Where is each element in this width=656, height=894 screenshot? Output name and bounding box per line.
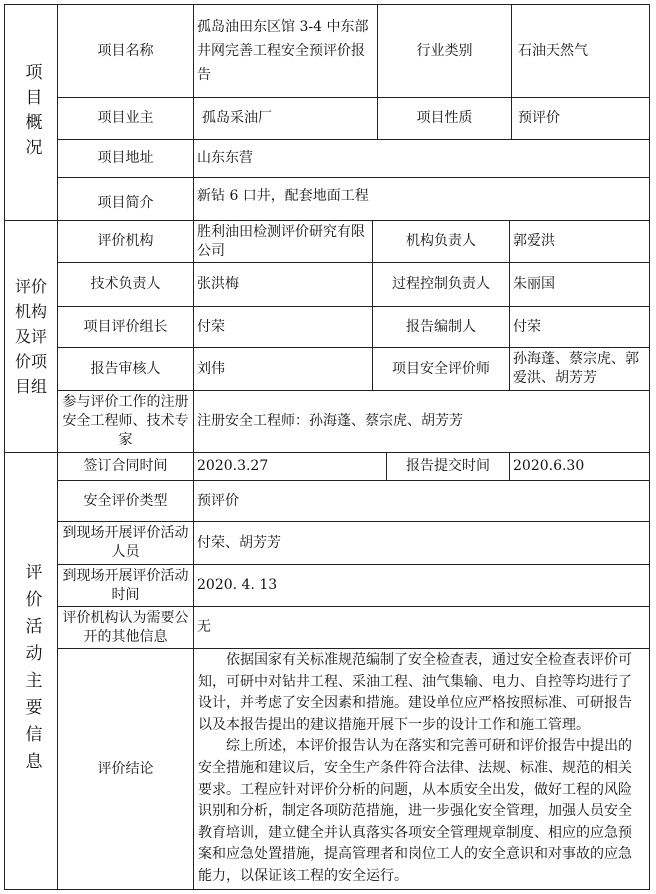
tech-lead-value: 张洪梅 [197,276,239,292]
report-author-value: 付荣 [513,318,541,335]
onsite-time-label: 到现场开展评价活动时间 [62,567,189,603]
owner-value: 孤岛采油厂 [202,110,272,126]
safety-evaluator-value: 孙海蓬、蔡宗虎、郭爱洪、胡芳芳 [513,351,639,386]
submit-label: 报告提交时间 [406,458,490,474]
contract-value: 2020.3.27 [197,458,269,474]
owner-label: 项目业主 [97,110,154,126]
section-org-label [5,221,57,452]
disclosure-label: 评价机构认为需要公开的其他信息 [62,609,189,645]
type-label: 安全评价类型 [83,492,168,509]
team-lead-label: 项目评价组长 [83,318,168,335]
agency-head-value: 郭爱洪 [513,233,555,249]
safety-evaluator-label: 项目安全评价师 [392,360,490,377]
intro-label: 项目简介 [97,194,154,211]
submit-value: 2020.6.30 [513,458,585,474]
industry-value: 石油天然气 [518,42,588,59]
onsite-people-value: 付荣、胡芳芳 [197,534,281,551]
type-value: 预评价 [197,492,239,509]
report-author-label: 报告编制人 [406,318,476,335]
onsite-time-value: 2020. 4. 13 [197,577,278,593]
conclusion-label: 评价结论 [97,760,154,777]
nature-label: 项目性质 [416,110,473,126]
agency-label: 评价机构 [97,233,154,249]
reviewer-value: 刘伟 [197,360,225,377]
process-lead-label: 过程控制负责人 [392,276,490,292]
address-label: 项目地址 [97,150,154,166]
section-org-line: 及评 [14,327,47,346]
project-name-value: 孤岛油田东区馆 3-4 中东部井网完善工程安全预评价报告 [197,19,369,83]
industry-label: 行业类别 [416,42,473,59]
rule-line [649,4,650,890]
reviewer-label: 报告审核人 [90,360,161,377]
project-name-label: 项目名称 [97,42,154,59]
section-org-line: 价项 [14,352,47,371]
section-overview-label: 项目概况 [21,62,42,163]
address-value: 山东东营 [197,150,253,166]
section-activity-label: 评价活动主要信息 [21,563,42,779]
disclosure-value: 无 [197,619,211,635]
rule-line [4,889,650,890]
section-org-lines [15,274,47,399]
section-org-line: 机构 [14,302,47,321]
conclusion-paragraph-2: 综上所述，本评价报告认为在落实和完善可研和评价报告中提出的安全措施和建议后，安全生产条件符合法律、法规、标准、规范的相关要求。工程应针对评价分析的问题，从本质安全出发，做好工程的风险识别和分析，制定各项防范措施，进一步强化安全管理，加强人员安全教育培训，建立健全并认真落实各项安全管理规章制度、相应的应急预案和应急处置措施，提高管理者和岗位工人的安全意识和对事故的应急能力，以保证该工程的安全运行。 [198,738,632,884]
section-org-line: 评价 [14,277,47,296]
participants-value: 注册安全工程师：孙海蓬、蔡宗虎、胡芳芳 [197,413,463,429]
contract-label: 签订合同时间 [83,458,168,474]
intro-value: 新钻 6 口井，配套地面工程 [197,188,369,204]
participants-label: 参与评价工作的注册安全工程师、技术专家 [62,394,189,448]
section-org-line: 目组 [14,377,47,396]
team-lead-value: 付荣 [197,318,225,335]
conclusion-paragraph-1: 依据国家有关标准规范编制了安全检查表，通过安全检查表评价可知，可研中对钻井工程、采油工程、油气集输、电力、自控等均进行了设计，并考虑了安全因素和措施。建设单位应严格按照标准、可研报告以及本报告提出的建议措施开展下一步的设计工作和施工管理。 [198,652,632,733]
tech-lead-label: 技术负责人 [90,276,161,292]
onsite-people-label: 到现场开展评价活动人员 [62,525,189,560]
conclusion-text [194,650,649,889]
agency-value: 胜利油田检测评价研究有限公司 [197,223,365,259]
agency-head-label: 机构负责人 [406,233,476,249]
process-lead-value: 朱丽国 [513,276,555,292]
nature-value: 预评价 [518,110,560,126]
